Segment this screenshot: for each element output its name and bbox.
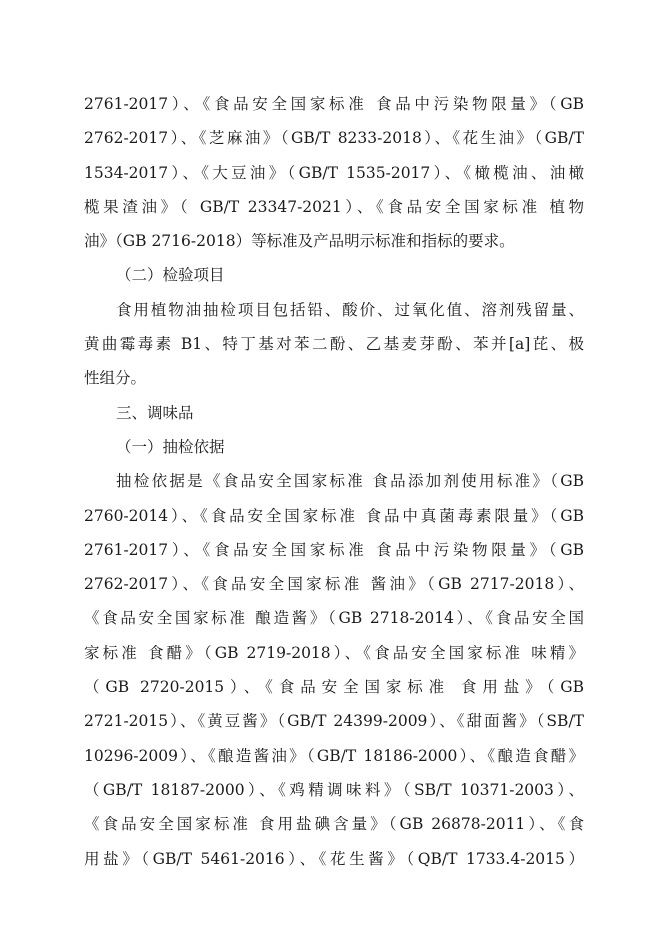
text-line: 2762-2017）、《芝麻油》（GB/T 8233-2018）、《花生油》（GB/T xyxy=(84,129,584,148)
text-line: 《食品安全国家标准 酿造酱》（GB 2718-2014）、《食品安全国 xyxy=(84,609,584,628)
text-line: （一）抽检依据 xyxy=(116,437,225,456)
text-line: 2761-2017）、《食品安全国家标准 食品中污染物限量》（GB xyxy=(84,540,584,559)
document-body xyxy=(84,87,584,876)
text-line: （二）检验项目 xyxy=(116,266,225,285)
text-line: 家标准 食醋》（GB 2719-2018）、《食品安全国家标准 味精》 xyxy=(84,643,584,662)
text-line: 食用植物油抽检项目包括铅、酸价、过氧化值、溶剂残留量、 xyxy=(116,300,584,319)
text-line: 抽检依据是《食品安全国家标准 食品添加剂使用标准》（GB xyxy=(116,472,584,491)
text-line: 1534-2017）、《大豆油》（GB/T 1535-2017）、《橄榄油、油橄 xyxy=(84,163,584,182)
text-line: 油》（GB 2716-2018）等标准及产品明示标准和指标的要求。 xyxy=(84,232,515,251)
text-line: 2761-2017）、《食品安全国家标准 食品中污染物限量》（GB xyxy=(84,95,584,113)
text-line: 2721-2015）、《黄豆酱》（GB/T 24399-2009）、《甜面酱》（SB/T xyxy=(84,712,584,731)
text-line: 三、调味品 xyxy=(116,403,194,422)
text-line: 2762-2017）、《食品安全国家标准 酱油》（GB 2717-2018）、 xyxy=(84,575,584,594)
text-line: 用盐》（GB/T 5461-2016）、《花生酱》（QB/T 1733.4-2015） xyxy=(84,849,584,868)
text-line: 《食品安全国家标准 食用盐碘含量》（GB 26878-2011）、《食 xyxy=(84,815,584,834)
text-line: 10296-2009）、《酿造酱油》（GB/T 18186-2000）、《酿造食醋》 xyxy=(84,746,584,765)
text-line: 2760-2014）、《食品安全国家标准 食品中真菌毒素限量》（GB xyxy=(84,506,584,525)
text-line: 黄曲霉毒素 B1、特丁基对苯二酚、乙基麦芽酚、苯并[a]芘、极 xyxy=(84,335,584,354)
text-line: （GB/T 18187-2000）、《鸡精调味料》（SB/T 10371-2003）、 xyxy=(84,780,584,799)
text-line: 性组分。 xyxy=(84,369,147,388)
text-line: （GB 2720-2015）、《食品安全国家标准 食用盐》（GB xyxy=(84,678,584,697)
text-line: 榄果渣油》（ GB/T 23347-2021）、《食品安全国家标准 植物 xyxy=(84,197,584,216)
